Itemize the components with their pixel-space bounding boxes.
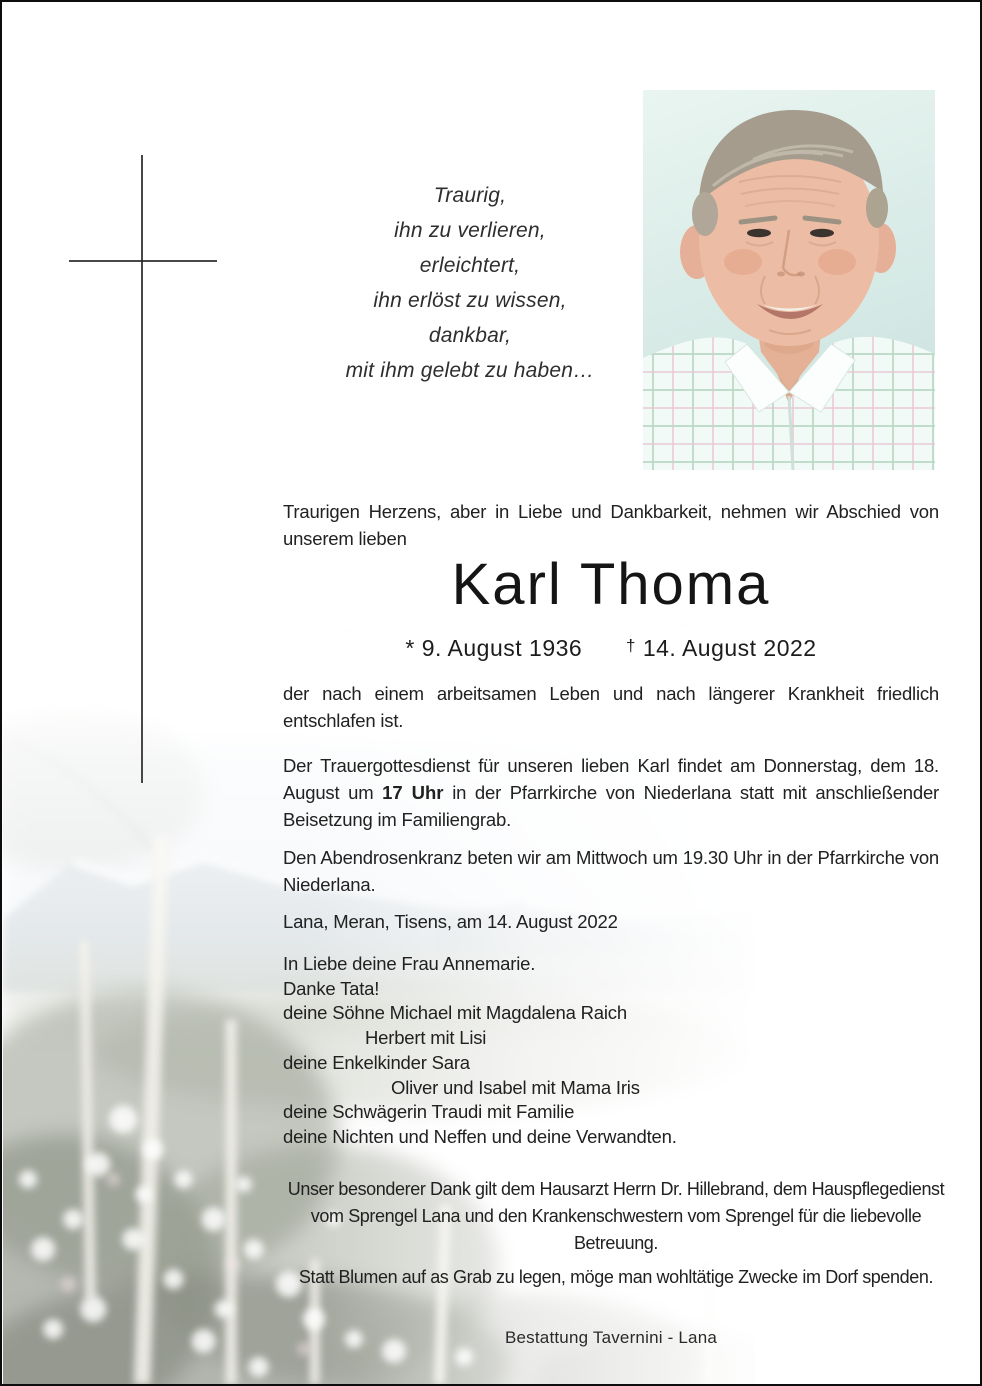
birth-date: 9. August 1936 — [421, 635, 583, 661]
funeral-home-line: Bestattung Tavernini - Lana — [504, 1328, 718, 1347]
birth-symbol: * — [405, 635, 415, 661]
death-symbol: † — [625, 636, 636, 655]
poem-line: erleichtert, — [419, 254, 521, 277]
cross-horizontal-bar — [69, 260, 217, 262]
birth-death-dates — [283, 632, 939, 662]
service-text-after: in der Pfarrkirche von Niederlana statt mit anschließender Beisetzung im Familiengrab. — [283, 782, 940, 830]
poem-line: Traurig, — [433, 184, 507, 207]
mourner-line: deine Söhne Michael mit Magdalena Raich — [283, 1002, 627, 1024]
poem-line: ihn erlöst zu wissen, — [373, 289, 567, 312]
cross-vertical-bar — [141, 155, 143, 783]
flowers-request-paragraph: Statt Blumen auf as Grab zu legen, möge man wohltätige Zwecke im Dorf spenden. — [298, 1267, 934, 1287]
mourner-line: Herbert mit Lisi — [365, 1027, 487, 1049]
mourner-line: deine Nichten und Neffen und deine Verwandten. — [283, 1125, 677, 1147]
mourner-line: deine Schwägerin Traudi mit Familie — [283, 1101, 575, 1123]
poem-line: dankbar, — [428, 324, 512, 347]
mourner-line: deine Enkelkinder Sara — [283, 1051, 470, 1073]
mourner-line: In Liebe deine Frau Annemarie. — [283, 953, 536, 974]
rosary-paragraph: Den Abendrosenkranz beten wir am Mittwoch um 19.30 Uhr in der Pfarrkirche von Niederlana. — [283, 847, 939, 895]
portrait-photo — [643, 90, 935, 470]
mourners-list — [283, 952, 939, 1150]
mourner-line: Oliver und Isabel mit Mama Iris — [391, 1076, 640, 1098]
service-text-before: Der Trauergottesdienst für unseren lieben Karl findet am Donnerstag, dem 18. August um — [283, 755, 939, 803]
obituary-paragraph: der nach einem arbeitsamen Leben und nach längerer Krankheit friedlich entschlafen ist. — [283, 683, 939, 731]
memorial-poem — [252, 178, 688, 388]
deceased-name: Karl Thoma — [451, 552, 771, 617]
poem-line: ihn zu verlieren, — [394, 219, 546, 242]
service-time: 17 Uhr — [382, 782, 444, 803]
service-paragraph — [283, 752, 939, 833]
death-date: 14. August 2022 — [642, 635, 817, 661]
mourner-line: Danke Tata! — [283, 977, 380, 999]
poem-line: mit ihm gelebt zu haben… — [345, 359, 595, 382]
intro-paragraph: Traurigen Herzens, aber in Liebe und Dankbarkeit, nehmen wir Abschied von unserem lieben — [283, 501, 939, 549]
thanks-paragraph: Unser besonderer Dank gilt dem Hausarzt Herrn Dr. Hillebrand, dem Hauspflegedienst vom Sprengel Lana und den Krankenschwestern vom Sprengel für die liebevolle Betreuung. — [287, 1179, 945, 1253]
place-date-line: Lana, Meran, Tisens, am 14. August 2022 — [283, 911, 618, 932]
